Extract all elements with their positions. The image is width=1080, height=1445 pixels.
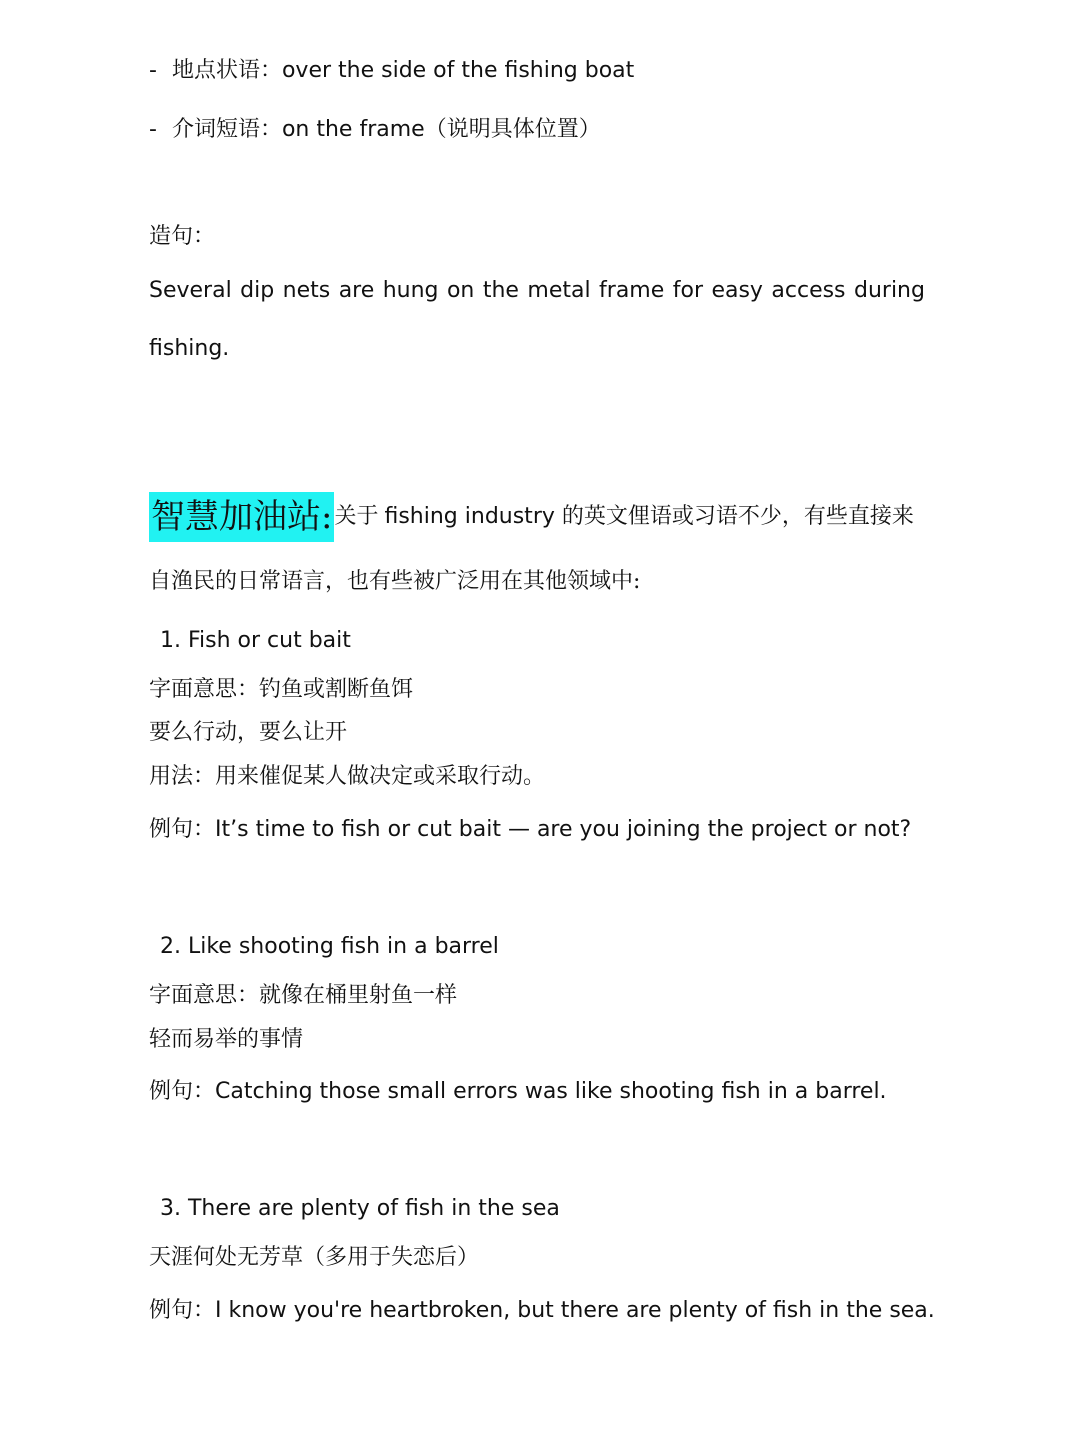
sentence-word: metal [527,278,591,303]
example-text: Catching those small errors was like shooting fish in a barrel. [215,1079,887,1104]
sentence-word: nets [282,278,331,303]
example-label: 例句： [149,817,216,842]
idiom-line: 天涯何处无芳草（多用于失恋后） [149,1245,480,1270]
bullet-prepositional-phrase [149,115,601,145]
sentence-label: 造句： [149,224,216,249]
sentence-word: are [338,278,375,303]
idiom-line: 字面意思：钓鱼或割断鱼饵 [149,677,414,702]
bullet-label: 介词短语： [171,117,282,142]
sentence-word: Several [149,278,232,303]
station-intro-english: fishing industry [384,504,555,529]
sentence-word: hung [382,278,439,303]
bullet-label: 地点状语： [171,58,282,83]
sentence-word: easy [711,278,763,303]
station-intro-a: 关于 [334,504,379,529]
idiom-line: 轻而易举的事情 [149,1027,304,1052]
sentence-word: for [672,278,703,303]
station-intro-line-2: 自渔民的日常语言，也有些被广泛用在其他领域中: [149,569,641,594]
example-text: It’s time to fish or cut bait — are you joining the project or not? [215,817,912,842]
example-label: 例句： [149,1079,216,1104]
sentence-word: the [482,278,519,303]
station-intro [149,492,914,542]
idiom-line: 字面意思：就像在桶里射鱼一样 [149,983,458,1008]
sentence-line-1 [149,276,925,306]
idiom-example [149,815,911,845]
example-text: I know you're heartbroken, but there are plenty of fish in the sea. [215,1298,935,1323]
sentence-word: frame [599,278,665,303]
idiom-heading: 3. There are plenty of fish in the sea [160,1196,560,1221]
idiom-example [149,1077,887,1107]
bullet-english: over the side of the fishing boat [281,58,635,83]
idiom-heading: 1. Fish or cut bait [160,628,351,653]
example-label: 例句： [149,1298,216,1323]
idiom-line: 要么行动，要么让开 [149,720,348,745]
bullet-english: on the frame [281,117,425,142]
idiom-example [149,1296,935,1326]
sentence-line-2: fishing. [149,336,230,361]
idiom-line: 用法：用来催促某人做决定或采取行动。 [149,764,546,789]
idiom-heading: 2. Like shooting fish in a barrel [160,934,499,959]
bullet-adverbial-of-place [149,56,634,86]
sentence-word: during [853,278,925,303]
bullet-dash: - [149,117,157,142]
bullet-dash: - [149,58,157,83]
sentence-word: access [771,278,846,303]
sentence-word: on [446,278,475,303]
sentence-word: dip [240,278,275,303]
station-title: 智慧加油站: [149,492,334,542]
station-intro-b: 的英文俚语或习语不少，有些直接来 [554,504,914,529]
bullet-note: （说明具体位置） [424,117,601,142]
